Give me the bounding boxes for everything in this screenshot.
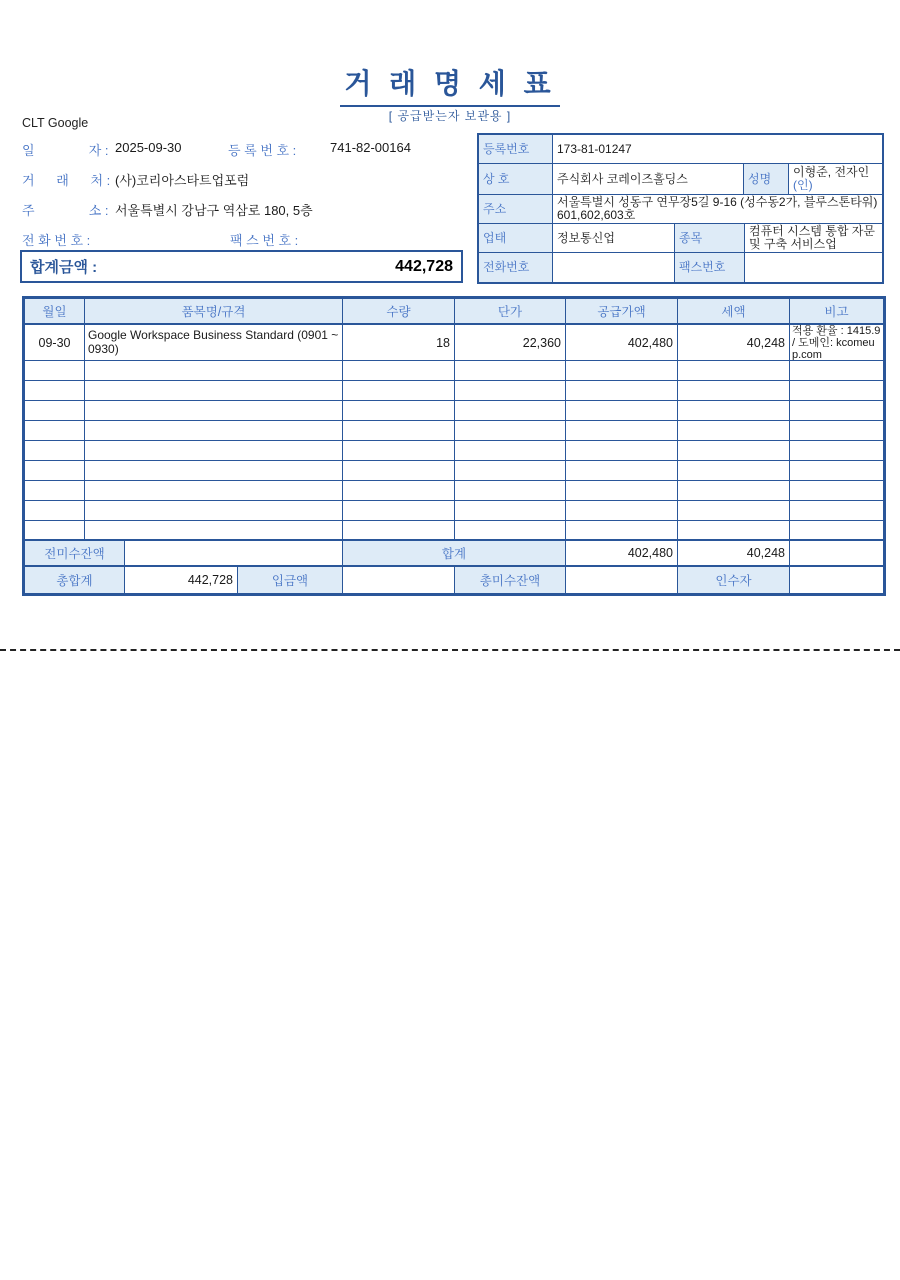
empty-cell [678, 481, 790, 501]
col-header-date: 월일 [25, 299, 85, 325]
subtotal-note-empty [790, 541, 883, 567]
empty-cell [790, 441, 883, 461]
col-header-tax: 세액 [678, 299, 790, 325]
ceo-value-cell [789, 164, 882, 195]
item-supply: 402,480 [566, 325, 678, 361]
ceo-label: 성명 [744, 164, 789, 195]
empty-cell [790, 461, 883, 481]
empty-cell [85, 461, 343, 481]
empty-cell [85, 441, 343, 461]
item-qty: 18 [343, 325, 455, 361]
item-name: Google Workspace Business Standard (0901 ~ 0930) [85, 325, 343, 361]
receiver-value [790, 567, 883, 593]
empty-cell [678, 501, 790, 521]
subtotal-supply: 402,480 [566, 541, 678, 567]
biztype-label: 업태 [479, 224, 553, 253]
empty-cell [85, 401, 343, 421]
empty-cell [25, 421, 85, 441]
empty-cell [25, 401, 85, 421]
empty-cell [455, 461, 566, 481]
empty-cell [790, 521, 883, 541]
empty-cell [85, 361, 343, 381]
total-amount-value: 442,728 [395, 257, 453, 275]
empty-cell [25, 521, 85, 541]
col-header-unit: 단가 [455, 299, 566, 325]
empty-cell [790, 381, 883, 401]
empty-cell [343, 401, 455, 421]
empty-cell [85, 521, 343, 541]
supplier-addr-value: 서울특별시 성동구 연무장5길 9-16 (성수동2가, 블루스톤타워) 601,602,603호 [553, 195, 882, 224]
empty-cell [455, 521, 566, 541]
empty-cell [566, 481, 678, 501]
grand-total-value: 442,728 [125, 567, 238, 593]
empty-cell [566, 461, 678, 481]
date-value: 2025-09-30 [115, 140, 182, 155]
buyer-reg-value: 741-82-00164 [330, 140, 411, 155]
prev-balance-value [125, 541, 343, 567]
client-label: 거 래 처 : [22, 173, 111, 188]
supplier-reg-label: 등록번호 [479, 135, 553, 164]
empty-cell [678, 401, 790, 421]
date-label: 일 자 : [22, 143, 109, 158]
empty-cell [455, 401, 566, 421]
doc-ref: CLT Google [22, 116, 89, 130]
empty-cell [566, 441, 678, 461]
fax-label: 팩 스 번 호 : [230, 233, 299, 248]
empty-cell [566, 421, 678, 441]
empty-cell [455, 381, 566, 401]
empty-cell [25, 381, 85, 401]
empty-cell [678, 381, 790, 401]
total-balance-label: 총미수잔액 [455, 567, 566, 593]
empty-cell [343, 421, 455, 441]
dashed-cut-line [0, 649, 900, 651]
receiver-label: 인수자 [678, 567, 790, 593]
empty-cell [343, 501, 455, 521]
item-tax: 40,248 [678, 325, 790, 361]
col-header-supply: 공급가액 [566, 299, 678, 325]
empty-cell [85, 481, 343, 501]
empty-cell [790, 481, 883, 501]
subtotal-tax: 40,248 [678, 541, 790, 567]
empty-cell [678, 361, 790, 381]
empty-cell [455, 361, 566, 381]
item-date: 09-30 [25, 325, 85, 361]
empty-cell [678, 461, 790, 481]
supplier-tel-label: 전화번호 [479, 253, 553, 282]
supplier-table [477, 133, 884, 284]
empty-cell [678, 441, 790, 461]
empty-cell [455, 441, 566, 461]
empty-cell [85, 421, 343, 441]
supplier-fax-label: 팩스번호 [675, 253, 745, 282]
items-grid [22, 296, 886, 596]
supplier-addr-label: 주소 [479, 195, 553, 224]
subtotal-label: 합계 [343, 541, 566, 567]
supplier-name-label: 상 호 [479, 164, 553, 195]
col-header-qty: 수량 [343, 299, 455, 325]
empty-cell [25, 481, 85, 501]
empty-cell [85, 501, 343, 521]
total-balance-value [566, 567, 678, 593]
empty-cell [566, 381, 678, 401]
total-amount-box [20, 250, 463, 283]
prev-balance-label: 전미수잔액 [25, 541, 125, 567]
empty-cell [85, 381, 343, 401]
grand-total-label: 총합계 [25, 567, 125, 593]
supplier-name-value: 주식회사 코레이즈홀딩스 [553, 164, 744, 195]
seal-mark: (인) [793, 178, 813, 192]
total-amount-label: 합계금액 : [30, 259, 98, 276]
empty-cell [566, 521, 678, 541]
empty-cell [455, 481, 566, 501]
title-wrap [0, 62, 900, 107]
empty-cell [455, 501, 566, 521]
item-unit: 22,360 [455, 325, 566, 361]
empty-cell [566, 401, 678, 421]
empty-cell [25, 461, 85, 481]
bizitem-label: 종목 [675, 224, 745, 253]
address-label: 주 소 : [22, 203, 109, 218]
empty-cell [566, 361, 678, 381]
address-value: 서울특별시 강남구 역삼로 180, 5층 [115, 203, 313, 218]
empty-cell [343, 521, 455, 541]
empty-cell [790, 501, 883, 521]
empty-cell [25, 441, 85, 461]
empty-cell [678, 421, 790, 441]
empty-cell [343, 441, 455, 461]
supplier-reg-value: 173-81-01247 [553, 135, 882, 164]
empty-cell [790, 401, 883, 421]
empty-cell [25, 501, 85, 521]
page-subtitle: [ 공급받는자 보관용 ] [388, 109, 512, 123]
page-title: 거 래 명 세 표 [340, 62, 559, 107]
empty-cell [790, 361, 883, 381]
item-note: 적용 환율 : 1415.9 / 도메인: kcomeup.com [790, 325, 883, 361]
empty-cell [678, 521, 790, 541]
empty-cell [25, 361, 85, 381]
supplier-tel-value [553, 253, 675, 282]
ceo-value: 이형준, 전자인 [793, 165, 870, 179]
empty-cell [343, 381, 455, 401]
deposit-label: 입금액 [238, 567, 343, 593]
empty-cell [343, 461, 455, 481]
empty-cell [790, 421, 883, 441]
biztype-value: 정보통신업 [553, 224, 675, 253]
deposit-value [343, 567, 455, 593]
bizitem-value: 컴퓨터 시스템 통합 자문 및 구축 서비스업 [745, 224, 882, 253]
empty-cell [455, 421, 566, 441]
buyer-reg-label: 등 록 번 호 : [228, 143, 297, 158]
empty-cell [566, 501, 678, 521]
col-header-note: 비고 [790, 299, 883, 325]
supplier-fax-value [745, 253, 882, 282]
client-value: (사)코리아스타트업포럼 [115, 173, 250, 188]
empty-cell [343, 361, 455, 381]
empty-cell [343, 481, 455, 501]
col-header-item: 품목명/규격 [85, 299, 343, 325]
phone-label: 전 화 번 호 : [22, 233, 91, 248]
